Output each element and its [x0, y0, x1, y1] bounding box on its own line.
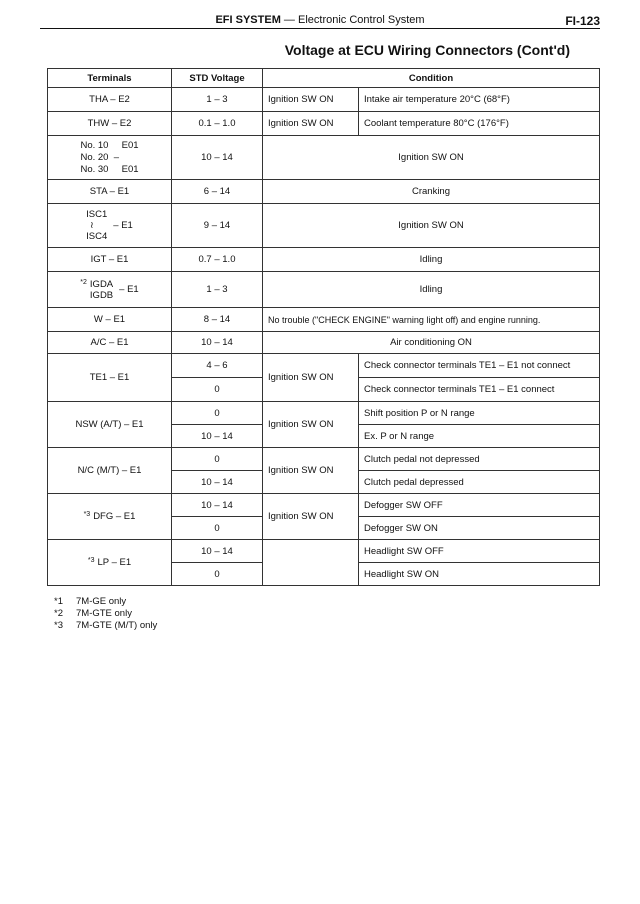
table-header-row — [48, 69, 600, 88]
terminal-cell — [48, 494, 172, 540]
condition-cell: Ignition SW ON — [263, 448, 359, 494]
table-row — [48, 204, 600, 248]
footnote — [54, 596, 157, 608]
col-condition: Condition — [263, 69, 600, 88]
voltage-cell: 9 – 14 — [172, 204, 263, 248]
voltage-cell: 1 – 3 — [172, 88, 263, 112]
condition-cell: Ignition SW ON — [263, 494, 359, 540]
condition-cell: Air conditioning ON — [263, 332, 600, 354]
table-row — [48, 332, 600, 354]
terminal-cell — [48, 136, 172, 180]
footnote-mark: *1 — [54, 596, 63, 607]
table-row — [48, 272, 600, 308]
voltage-cell: 8 – 14 — [172, 308, 263, 332]
condition-detail-cell: Headlight SW ON — [359, 563, 600, 586]
voltage-cell: 0 — [172, 448, 263, 471]
voltage-cell: 0 — [172, 517, 263, 540]
condition-cell: Ignition SW ON — [263, 136, 600, 180]
condition-cell: Cranking — [263, 180, 600, 204]
condition-cell: Ignition SW ON — [263, 354, 359, 402]
condition-detail-cell: Ex. P or N range — [359, 425, 600, 448]
col-terminals: Terminals — [48, 69, 172, 88]
terminal-top: IGDA — [89, 278, 114, 290]
header-rule — [40, 28, 600, 29]
voltage-cell: 0 — [172, 378, 263, 402]
voltage-cell: 10 – 14 — [172, 136, 263, 180]
condition-cell: Ignition SW ON — [263, 112, 359, 136]
terminal-line: No. 20 – — [80, 151, 120, 163]
terminal-bottom: IGDB — [89, 289, 114, 301]
voltage-cell: 1 – 3 — [172, 272, 263, 308]
condition-detail-cell: Clutch pedal depressed — [359, 471, 600, 494]
condition-detail-cell: Defogger SW ON — [359, 517, 600, 540]
table-row — [48, 308, 600, 332]
voltage-cell: 0.1 – 1.0 — [172, 112, 263, 136]
terminal-line: No. 30 E01 — [80, 163, 139, 175]
terminal-cell — [48, 272, 172, 308]
condition-detail-cell: Intake air temperature 20°C (68°F) — [359, 88, 600, 112]
terminal-suffix: – E1 — [119, 284, 139, 295]
condition-detail-cell: Check connector terminals TE1 – E1 connect — [359, 378, 600, 402]
terminal-cell: W – E1 — [48, 308, 172, 332]
footnote-text: 7M-GTE (M/T) only — [76, 620, 158, 631]
footnote-text: 7M-GTE only — [76, 608, 132, 619]
condition-cell: Idling — [263, 272, 600, 308]
terminal-label: DFG – E1 — [93, 511, 136, 522]
section-title: Voltage at ECU Wiring Connectors (Cont'd) — [284, 42, 570, 58]
terminal-line: No. 10 E01 — [80, 139, 139, 151]
table-row — [48, 136, 600, 180]
voltage-cell: 10 – 14 — [172, 425, 263, 448]
condition-cell: Ignition SW ON — [263, 402, 359, 448]
header-subtitle: Electronic Control System — [297, 14, 425, 26]
footnote-text: 7M-GE only — [76, 596, 127, 607]
condition-cell: Ignition SW ON — [263, 88, 359, 112]
system-name: EFI SYSTEM — [215, 14, 281, 26]
terminal-suffix: – E1 — [113, 220, 133, 231]
footnote-mark: *3 — [54, 620, 63, 631]
terminal-bottom: ISC4 — [86, 231, 108, 242]
terminal-cell — [48, 540, 172, 586]
voltage-cell: 10 – 14 — [172, 540, 263, 563]
condition-detail-cell: Defogger SW OFF — [359, 494, 600, 517]
footnote — [54, 608, 157, 620]
terminal-range-mark: ≀ — [90, 220, 94, 231]
terminal-cell: THW – E2 — [48, 112, 172, 136]
terminal-cell: THA – E2 — [48, 88, 172, 112]
condition-cell: Idling — [263, 248, 600, 272]
voltage-cell: 0 — [172, 563, 263, 586]
condition-detail-cell: Shift position P or N range — [359, 402, 600, 425]
terminal-cell: A/C – E1 — [48, 332, 172, 354]
voltage-cell: 10 – 14 — [172, 332, 263, 354]
condition-cell: No trouble ("CHECK ENGINE" warning light off) and engine running. — [263, 308, 600, 332]
table-row — [48, 88, 600, 112]
table-row — [48, 494, 600, 517]
footnote-mark: *3 — [87, 557, 95, 564]
condition-cell: Ignition SW ON — [263, 204, 600, 248]
footnote-mark: *2 — [80, 278, 87, 286]
condition-detail-cell: Coolant temperature 80°C (176°F) — [359, 112, 600, 136]
terminal-cell: N/C (M/T) – E1 — [48, 448, 172, 494]
voltage-cell: 10 – 14 — [172, 494, 263, 517]
table-row — [48, 180, 600, 204]
table-row — [48, 448, 600, 471]
col-std-voltage: STD Voltage — [172, 69, 263, 88]
table-row — [48, 540, 600, 563]
page-number: FI-123 — [565, 14, 600, 28]
condition-cell — [263, 540, 359, 586]
footnote — [54, 620, 157, 632]
terminal-cell: IGT – E1 — [48, 248, 172, 272]
table-row — [48, 248, 600, 272]
voltage-cell: 10 – 14 — [172, 471, 263, 494]
voltage-cell: 0 — [172, 402, 263, 425]
voltage-cell: 4 – 6 — [172, 354, 263, 378]
table-row — [48, 402, 600, 425]
table-row — [48, 112, 600, 136]
terminal-cell: TE1 – E1 — [48, 354, 172, 402]
condition-detail-cell: Clutch pedal not depressed — [359, 448, 600, 471]
condition-detail-cell: Headlight SW OFF — [359, 540, 600, 563]
terminal-cell: NSW (A/T) – E1 — [48, 402, 172, 448]
running-header — [0, 14, 640, 26]
terminal-label: LP – E1 — [97, 557, 132, 568]
footnotes — [54, 596, 157, 632]
terminal-cell — [48, 204, 172, 248]
condition-detail-cell: Check connector terminals TE1 – E1 not connect — [359, 354, 600, 378]
voltage-table — [47, 68, 600, 586]
footnote-mark: *2 — [54, 608, 63, 619]
voltage-cell: 0.7 – 1.0 — [172, 248, 263, 272]
footnote-mark: *3 — [83, 511, 91, 518]
table-row — [48, 354, 600, 378]
terminal-cell: STA – E1 — [48, 180, 172, 204]
terminal-top: ISC1 — [86, 209, 108, 220]
voltage-cell: 6 – 14 — [172, 180, 263, 204]
header-separator: — — [280, 14, 298, 26]
